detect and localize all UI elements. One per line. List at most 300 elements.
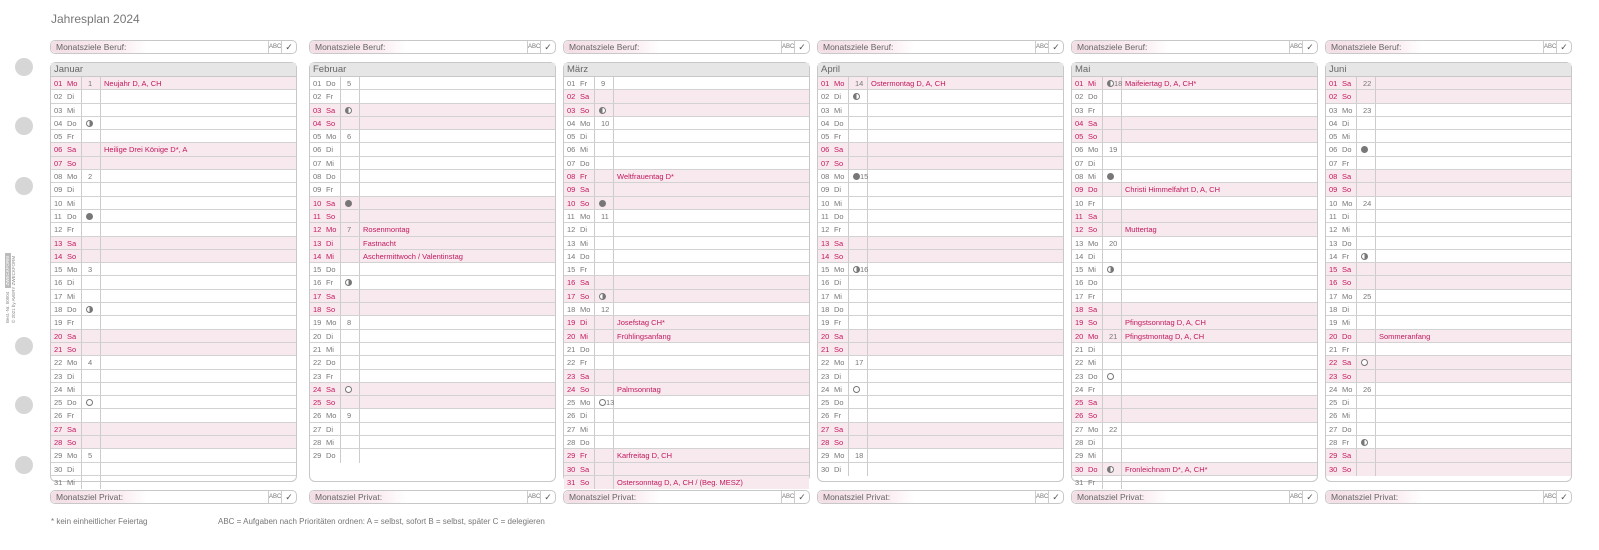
abc-priority-box[interactable]: ABC <box>1543 491 1557 503</box>
day-row[interactable] <box>1072 104 1317 117</box>
day-row[interactable] <box>818 423 1063 436</box>
check-icon[interactable]: ✓ <box>1306 492 1314 502</box>
day-row[interactable] <box>310 117 555 130</box>
day-row[interactable] <box>51 223 296 236</box>
day-row[interactable] <box>1072 183 1317 196</box>
day-row[interactable] <box>51 303 296 316</box>
weekday: So <box>1342 185 1352 195</box>
day-row[interactable] <box>51 423 296 436</box>
day-row[interactable] <box>1326 223 1571 236</box>
day-row[interactable] <box>818 170 1063 183</box>
day-row[interactable] <box>1326 436 1571 449</box>
day-row[interactable] <box>564 250 809 263</box>
day-row[interactable] <box>564 476 809 489</box>
day-row[interactable] <box>564 210 809 223</box>
day-row[interactable] <box>564 157 809 170</box>
weekday: Mo <box>326 132 337 142</box>
day-row[interactable] <box>51 104 296 117</box>
day-row[interactable] <box>51 210 296 223</box>
check-icon[interactable]: ✓ <box>798 492 806 502</box>
moon-phase-icon <box>345 107 352 114</box>
day-row[interactable] <box>1072 77 1317 90</box>
weekday: Do <box>834 211 844 221</box>
weekday: Sa <box>580 278 590 288</box>
day-row[interactable] <box>564 303 809 316</box>
day-row[interactable] <box>51 117 296 130</box>
day-row[interactable] <box>310 436 555 449</box>
day-number: 15 <box>1075 265 1084 275</box>
day-row[interactable] <box>1326 210 1571 223</box>
weekday: Mi <box>834 384 842 394</box>
day-row[interactable] <box>818 210 1063 223</box>
day-row[interactable] <box>1072 423 1317 436</box>
day-row[interactable] <box>818 197 1063 210</box>
day-row[interactable] <box>818 250 1063 263</box>
moon-phase-icon <box>1361 253 1368 260</box>
day-row[interactable] <box>818 183 1063 196</box>
day-row[interactable] <box>564 117 809 130</box>
day-row[interactable] <box>310 197 555 210</box>
day-row[interactable] <box>310 370 555 383</box>
weekday: So <box>580 291 590 301</box>
day-number: 23 <box>54 371 63 381</box>
day-row[interactable] <box>310 77 555 90</box>
day-row[interactable] <box>51 130 296 143</box>
day-row[interactable] <box>310 449 555 462</box>
goal-private-field[interactable] <box>817 490 1064 504</box>
day-row[interactable] <box>564 223 809 236</box>
day-row[interactable] <box>564 263 809 276</box>
weekday: Fr <box>326 371 334 381</box>
day-number: 28 <box>567 438 576 448</box>
day-row[interactable] <box>51 90 296 103</box>
day-number: 13 <box>1075 238 1084 248</box>
abc-priority-box[interactable]: ABC <box>1543 41 1557 53</box>
weekday: Do <box>834 118 844 128</box>
day-row[interactable] <box>818 143 1063 156</box>
goal-private-field[interactable] <box>1325 490 1572 504</box>
abc-priority-box[interactable]: ABC <box>781 491 795 503</box>
week-number: 14 <box>855 79 864 88</box>
day-row[interactable] <box>51 276 296 289</box>
weekday: Mo <box>580 118 591 128</box>
day-row[interactable] <box>310 157 555 170</box>
punch-hole <box>15 396 33 414</box>
day-number: 23 <box>567 371 576 381</box>
day-row[interactable] <box>564 436 809 449</box>
check-icon[interactable]: ✓ <box>1306 42 1314 52</box>
day-row[interactable] <box>818 276 1063 289</box>
day-row[interactable] <box>51 436 296 449</box>
day-row[interactable] <box>564 396 809 409</box>
day-row[interactable] <box>310 143 555 156</box>
check-icon[interactable]: ✓ <box>798 42 806 52</box>
day-row[interactable] <box>818 223 1063 236</box>
day-number: 28 <box>1075 438 1084 448</box>
day-number: 08 <box>54 172 63 182</box>
day-row[interactable] <box>1072 197 1317 210</box>
day-row[interactable] <box>1072 343 1317 356</box>
day-row[interactable] <box>51 250 296 263</box>
check-icon[interactable]: ✓ <box>544 492 552 502</box>
weekday: So <box>834 251 844 261</box>
weekday: So <box>1088 132 1098 142</box>
day-number: 24 <box>1075 384 1084 394</box>
day-row[interactable] <box>1326 423 1571 436</box>
day-row[interactable] <box>818 263 1063 276</box>
day-row[interactable] <box>818 130 1063 143</box>
check-icon[interactable]: ✓ <box>544 42 552 52</box>
day-row[interactable] <box>1326 370 1571 383</box>
moon-phase-icon <box>853 93 860 100</box>
day-row[interactable] <box>1072 409 1317 422</box>
day-row[interactable] <box>51 263 296 276</box>
day-row[interactable] <box>564 104 809 117</box>
day-row[interactable] <box>310 396 555 409</box>
day-number: 14 <box>567 251 576 261</box>
day-row[interactable] <box>310 210 555 223</box>
day-row[interactable] <box>51 316 296 329</box>
day-row[interactable] <box>310 303 555 316</box>
moon-phase-icon <box>1107 173 1114 180</box>
day-row[interactable] <box>818 77 1063 90</box>
day-row[interactable] <box>564 130 809 143</box>
day-row[interactable] <box>818 117 1063 130</box>
day-row[interactable] <box>310 290 555 303</box>
day-row[interactable] <box>1326 104 1571 117</box>
day-row[interactable] <box>51 77 296 90</box>
goal-private-field[interactable] <box>50 490 297 504</box>
day-row[interactable] <box>818 356 1063 369</box>
day-row[interactable] <box>1326 409 1571 422</box>
weekday: Mi <box>1088 172 1096 182</box>
day-row[interactable] <box>310 423 555 436</box>
check-icon[interactable]: ✓ <box>1560 42 1568 52</box>
day-row[interactable] <box>51 356 296 369</box>
abc-priority-box[interactable]: ABC <box>268 491 282 503</box>
goal-business-field[interactable] <box>1325 40 1572 54</box>
weekday: Do <box>834 305 844 315</box>
weekday: So <box>834 344 844 354</box>
abc-priority-box[interactable]: ABC <box>1035 491 1049 503</box>
check-icon[interactable]: ✓ <box>1560 492 1568 502</box>
day-number: 12 <box>54 225 63 235</box>
day-number: 02 <box>1075 92 1084 102</box>
day-row[interactable] <box>1326 237 1571 250</box>
weekday: Di <box>326 145 334 155</box>
day-row[interactable] <box>1326 343 1571 356</box>
day-row[interactable] <box>51 343 296 356</box>
weekday: Fr <box>1088 291 1096 301</box>
day-row[interactable] <box>1326 263 1571 276</box>
weekday: Mi <box>326 438 334 448</box>
weekday: Di <box>580 132 588 142</box>
abc-priority-box[interactable]: ABC <box>527 41 541 53</box>
month-table <box>563 62 810 487</box>
day-number: 26 <box>1075 411 1084 421</box>
day-row[interactable] <box>1326 250 1571 263</box>
day-row[interactable] <box>1326 157 1571 170</box>
weekday: Mi <box>326 158 334 168</box>
day-row[interactable] <box>564 77 809 90</box>
goal-business-label: Monatsziele Beruf: <box>818 41 914 53</box>
weekday: So <box>580 384 590 394</box>
day-row[interactable] <box>818 104 1063 117</box>
day-row[interactable] <box>1326 183 1571 196</box>
day-row[interactable] <box>1072 117 1317 130</box>
goal-private-field[interactable] <box>309 490 556 504</box>
day-row[interactable] <box>564 143 809 156</box>
day-row[interactable] <box>1072 316 1317 329</box>
day-row[interactable] <box>564 330 809 343</box>
day-row[interactable] <box>564 90 809 103</box>
weekday: Fr <box>580 172 588 182</box>
weekday: Sa <box>67 145 77 155</box>
weekday: Mo <box>580 211 591 221</box>
weekday: Fr <box>580 358 588 368</box>
day-row[interactable] <box>51 170 296 183</box>
day-number: 06 <box>567 145 576 155</box>
weekday: Sa <box>67 424 77 434</box>
day-row[interactable] <box>1072 330 1317 343</box>
abc-priority-box[interactable]: ABC <box>1035 41 1049 53</box>
day-row[interactable] <box>564 290 809 303</box>
day-row[interactable] <box>1072 90 1317 103</box>
day-row[interactable] <box>1072 436 1317 449</box>
day-row[interactable] <box>51 449 296 462</box>
day-row[interactable] <box>310 104 555 117</box>
day-row[interactable] <box>310 250 555 263</box>
day-row[interactable] <box>564 423 809 436</box>
day-row[interactable] <box>310 276 555 289</box>
weekday: Sa <box>580 464 590 474</box>
day-row[interactable] <box>1072 290 1317 303</box>
day-row[interactable] <box>51 197 296 210</box>
holiday-label: Muttertag <box>1125 225 1157 235</box>
day-row[interactable] <box>51 383 296 396</box>
goal-business-field[interactable] <box>563 40 810 54</box>
abc-priority-box[interactable]: ABC <box>781 41 795 53</box>
day-row[interactable] <box>310 183 555 196</box>
weekday: Mo <box>67 265 78 275</box>
day-row[interactable] <box>818 449 1063 462</box>
day-row[interactable] <box>1072 449 1317 462</box>
day-row[interactable] <box>51 370 296 383</box>
day-row[interactable] <box>51 157 296 170</box>
day-row[interactable] <box>1072 223 1317 236</box>
day-number: 07 <box>313 158 322 168</box>
day-row[interactable] <box>51 143 296 156</box>
abc-priority-box[interactable]: ABC <box>1289 41 1303 53</box>
weekday: Sa <box>834 424 844 434</box>
day-row[interactable] <box>564 197 809 210</box>
weekday: Mo <box>1342 384 1353 394</box>
day-row[interactable] <box>1326 130 1571 143</box>
day-row[interactable] <box>564 383 809 396</box>
week-number: 9 <box>347 411 352 421</box>
day-row[interactable] <box>1326 77 1571 90</box>
goal-business-field[interactable] <box>309 40 556 54</box>
weekday: Mo <box>834 358 845 368</box>
day-number: 25 <box>313 398 322 408</box>
weekday: Fr <box>67 132 75 142</box>
day-row[interactable] <box>818 463 1063 476</box>
day-row[interactable] <box>1326 396 1571 409</box>
goal-business-field[interactable] <box>1071 40 1318 54</box>
day-row[interactable] <box>818 383 1063 396</box>
day-row[interactable] <box>310 90 555 103</box>
holiday-label: Maifeiertag D, A, CH* <box>1125 79 1197 88</box>
day-row[interactable] <box>310 237 555 250</box>
day-row[interactable] <box>51 409 296 422</box>
imprint-brand: ZWECKFORM <box>5 253 11 289</box>
day-row[interactable] <box>818 316 1063 329</box>
day-number: 20 <box>1075 331 1084 341</box>
day-number: 31 <box>1075 477 1084 487</box>
day-row[interactable] <box>1072 170 1317 183</box>
weekday: Di <box>580 225 588 235</box>
day-row[interactable] <box>564 237 809 250</box>
goal-business-field[interactable] <box>817 40 1064 54</box>
abc-priority-box[interactable]: ABC <box>1289 491 1303 503</box>
day-row[interactable] <box>564 409 809 422</box>
day-row[interactable] <box>1072 130 1317 143</box>
day-row[interactable] <box>51 463 296 476</box>
day-row[interactable] <box>1326 290 1571 303</box>
day-number: 24 <box>1329 384 1338 394</box>
day-number: 17 <box>313 291 322 301</box>
month-table <box>309 62 556 482</box>
day-row[interactable] <box>1072 157 1317 170</box>
day-row[interactable] <box>310 130 555 143</box>
day-row[interactable] <box>818 436 1063 449</box>
day-row[interactable] <box>564 276 809 289</box>
weekday: Di <box>1342 305 1350 315</box>
weekday: Di <box>326 424 334 434</box>
day-row[interactable] <box>1072 396 1317 409</box>
day-row[interactable] <box>51 476 296 489</box>
goal-private-field[interactable] <box>1071 490 1318 504</box>
day-row[interactable] <box>818 343 1063 356</box>
day-row[interactable] <box>310 316 555 329</box>
month-column <box>563 40 810 504</box>
day-row[interactable] <box>564 316 809 329</box>
day-row[interactable] <box>310 170 555 183</box>
day-row[interactable] <box>310 383 555 396</box>
day-row[interactable] <box>310 223 555 236</box>
check-icon[interactable]: ✓ <box>1052 492 1060 502</box>
day-row[interactable] <box>818 370 1063 383</box>
day-row[interactable] <box>818 396 1063 409</box>
goal-business-label: Monatsziele Beruf: <box>310 41 406 53</box>
day-row[interactable] <box>310 409 555 422</box>
day-row[interactable] <box>564 449 809 462</box>
day-number: 16 <box>313 278 322 288</box>
day-row[interactable] <box>1072 463 1317 476</box>
weekday: Sa <box>1088 211 1098 221</box>
check-icon[interactable]: ✓ <box>1052 42 1060 52</box>
week-number: 3 <box>88 265 93 275</box>
day-row[interactable] <box>51 330 296 343</box>
day-row[interactable] <box>1072 250 1317 263</box>
day-row[interactable] <box>564 463 809 476</box>
day-row[interactable] <box>564 343 809 356</box>
day-row[interactable] <box>1326 356 1571 369</box>
day-row[interactable] <box>1072 210 1317 223</box>
check-icon[interactable]: ✓ <box>285 492 293 502</box>
day-row[interactable] <box>818 330 1063 343</box>
day-row[interactable] <box>1072 237 1317 250</box>
weekday: Mo <box>326 318 337 328</box>
day-row[interactable] <box>1326 197 1571 210</box>
day-row[interactable] <box>1072 383 1317 396</box>
day-row[interactable] <box>310 330 555 343</box>
day-number: 18 <box>821 305 830 315</box>
day-row[interactable] <box>51 290 296 303</box>
day-row[interactable] <box>818 157 1063 170</box>
day-row[interactable] <box>1072 356 1317 369</box>
day-row[interactable] <box>1326 303 1571 316</box>
day-row[interactable] <box>564 356 809 369</box>
weekday: Mi <box>834 105 842 115</box>
weekday: So <box>326 398 336 408</box>
day-row[interactable] <box>564 183 809 196</box>
day-row[interactable] <box>1072 476 1317 489</box>
day-row[interactable] <box>1326 463 1571 476</box>
weekday: So <box>67 344 77 354</box>
weekday: Mo <box>67 172 78 182</box>
day-row[interactable] <box>1326 316 1571 329</box>
day-row[interactable] <box>310 263 555 276</box>
check-icon[interactable]: ✓ <box>285 42 293 52</box>
day-row[interactable] <box>818 303 1063 316</box>
day-row[interactable] <box>1072 143 1317 156</box>
goal-private-field[interactable] <box>563 490 810 504</box>
day-row[interactable] <box>818 290 1063 303</box>
day-row[interactable] <box>1326 143 1571 156</box>
goal-business-field[interactable] <box>50 40 297 54</box>
day-row[interactable] <box>1326 117 1571 130</box>
day-row[interactable] <box>1326 330 1571 343</box>
day-row[interactable] <box>1326 276 1571 289</box>
month-column <box>1071 40 1318 504</box>
day-row[interactable] <box>818 90 1063 103</box>
day-row[interactable] <box>818 237 1063 250</box>
day-row[interactable] <box>1072 370 1317 383</box>
day-row[interactable] <box>51 237 296 250</box>
abc-priority-box[interactable]: ABC <box>527 491 541 503</box>
day-row[interactable] <box>1326 383 1571 396</box>
abc-priority-box[interactable]: ABC <box>268 41 282 53</box>
day-row[interactable] <box>564 370 809 383</box>
day-row[interactable] <box>1072 263 1317 276</box>
day-row[interactable] <box>564 170 809 183</box>
day-row[interactable] <box>1072 276 1317 289</box>
day-row[interactable] <box>1326 90 1571 103</box>
day-row[interactable] <box>1072 303 1317 316</box>
day-row[interactable] <box>51 396 296 409</box>
day-row[interactable] <box>51 183 296 196</box>
day-row[interactable] <box>310 356 555 369</box>
day-row[interactable] <box>1326 170 1571 183</box>
day-row[interactable] <box>1326 449 1571 462</box>
day-number: 25 <box>54 398 63 408</box>
day-number: 18 <box>313 305 322 315</box>
weekday: So <box>326 118 336 128</box>
day-row[interactable] <box>818 409 1063 422</box>
moon-phase-icon <box>599 293 606 300</box>
day-row[interactable] <box>310 343 555 356</box>
